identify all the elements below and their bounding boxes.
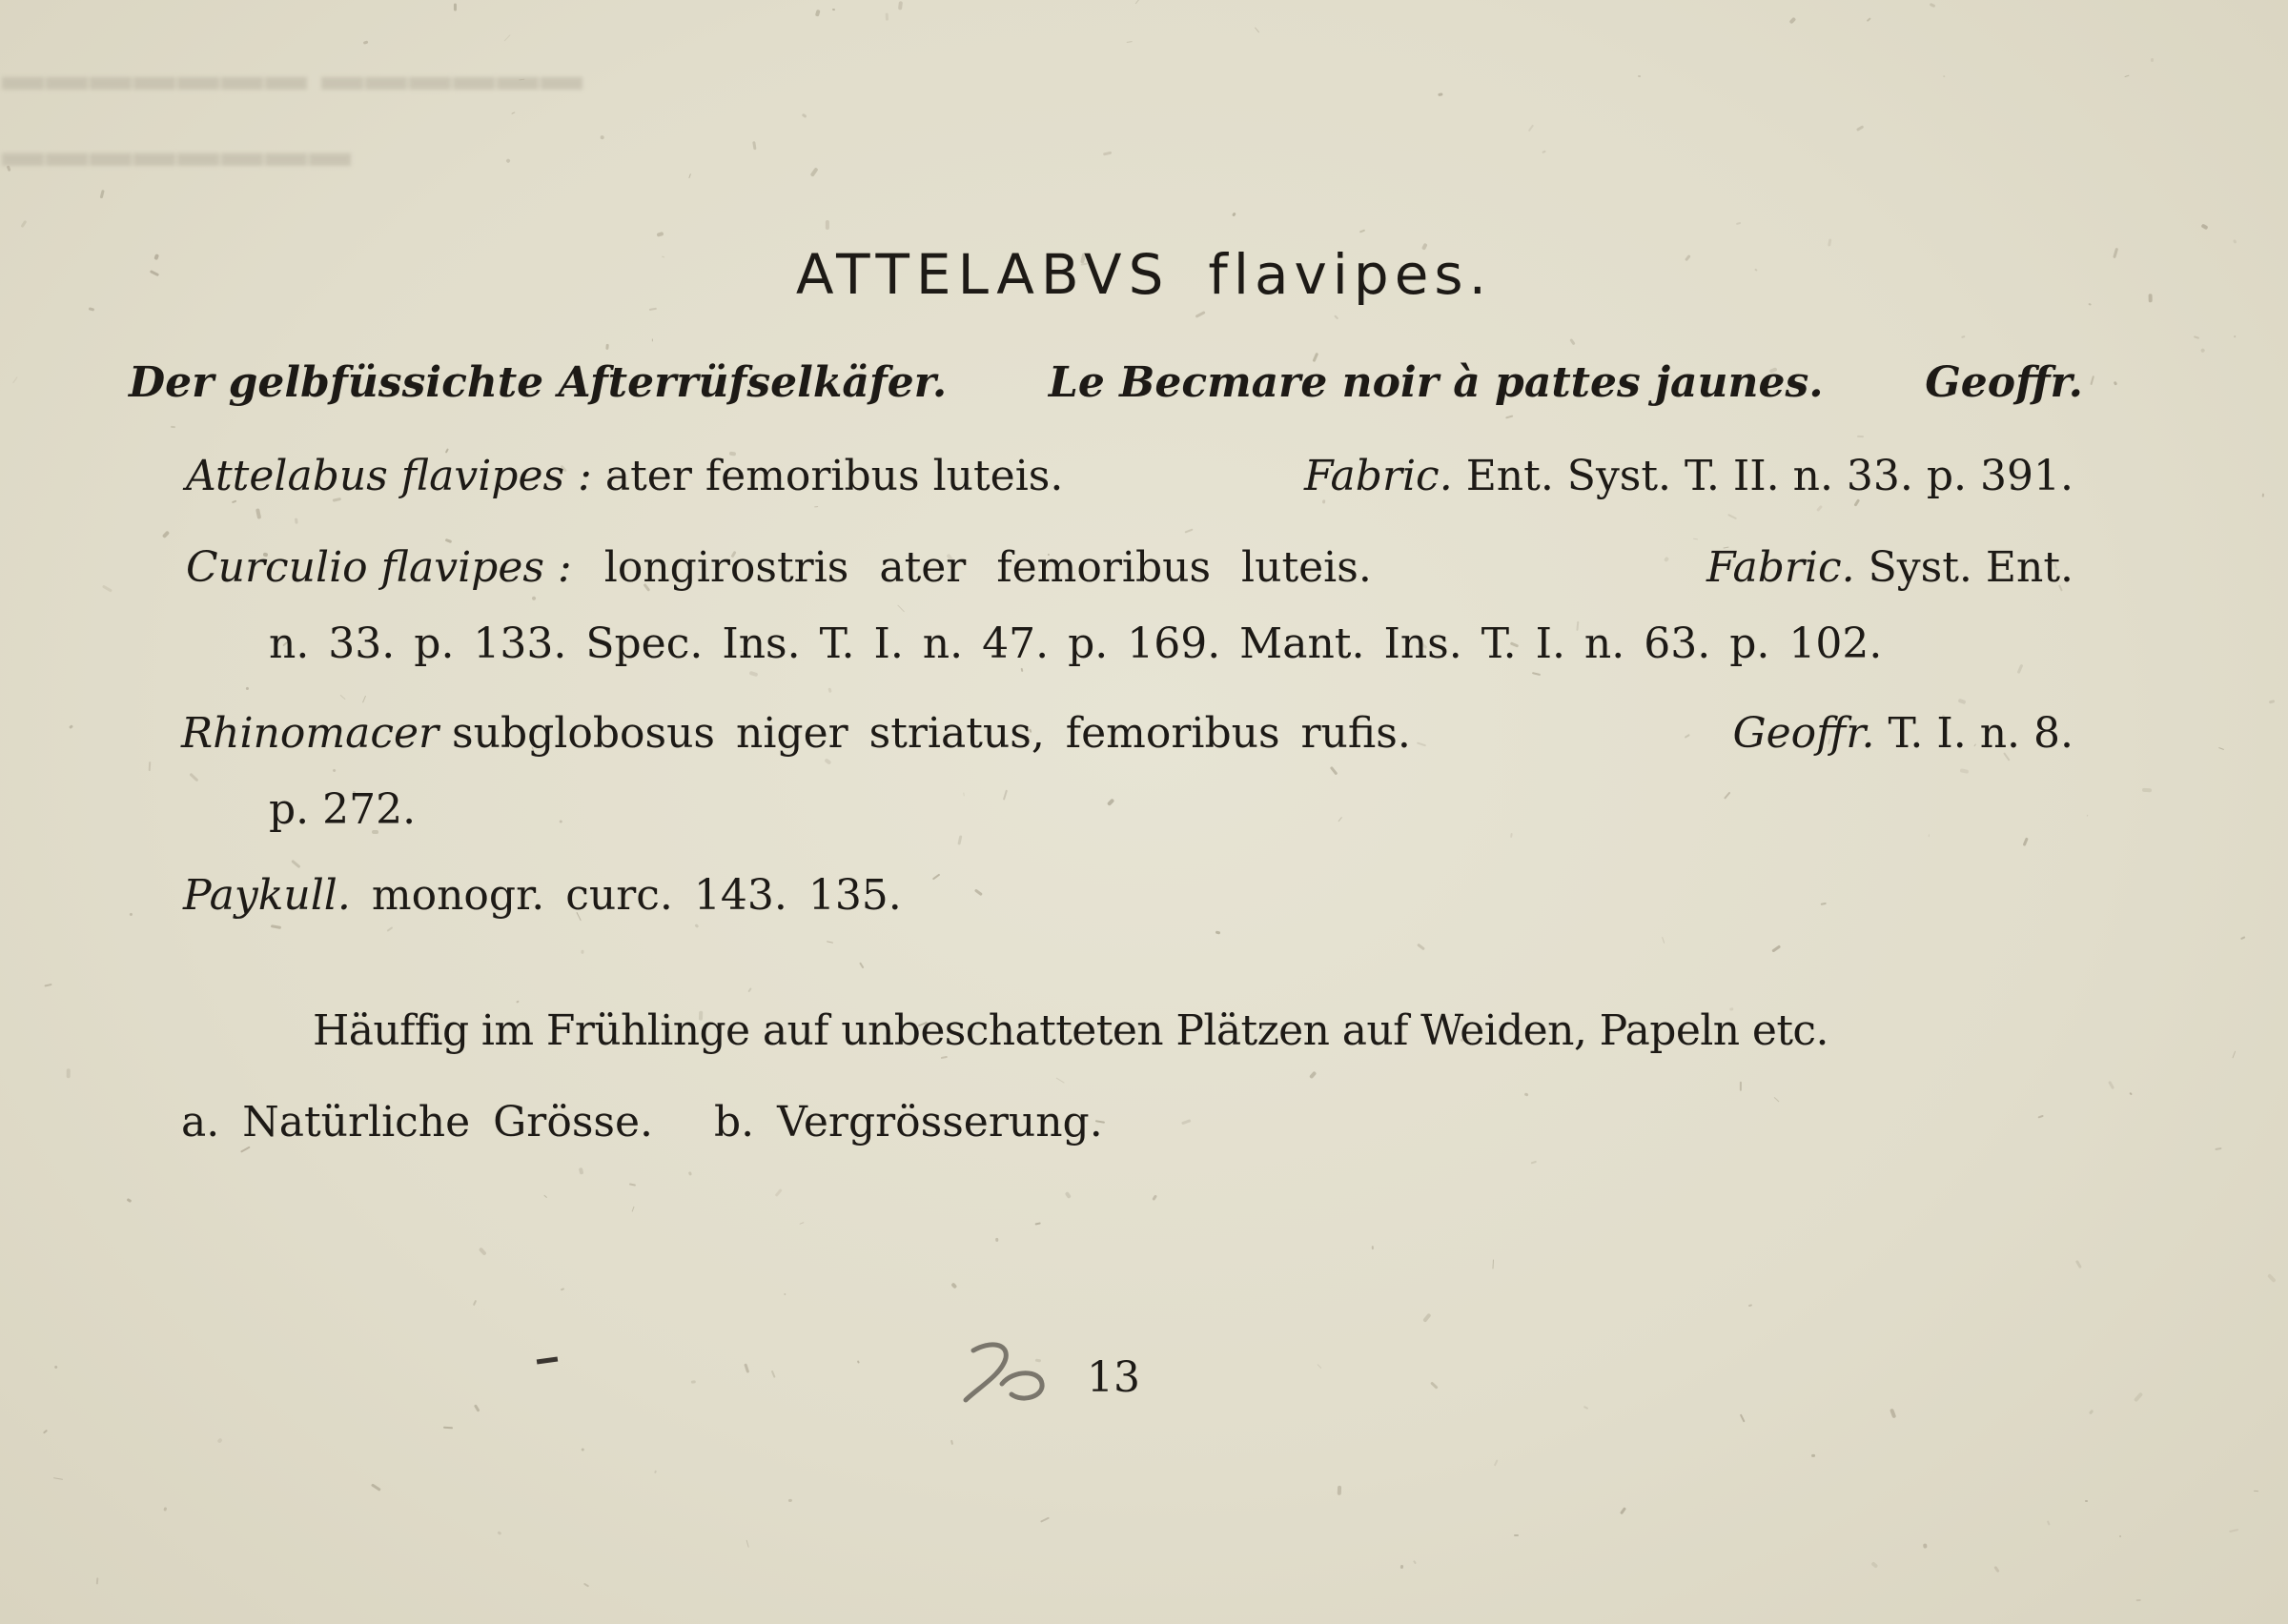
paper-speck <box>657 232 664 237</box>
paper-speck <box>1748 1304 1752 1307</box>
paper-speck <box>827 941 833 944</box>
paper-speck <box>2233 335 2235 337</box>
paper-speck <box>149 762 152 772</box>
page-number: 13 <box>1087 1353 1140 1402</box>
paper-speck <box>1065 1191 1072 1199</box>
paper-speck <box>2254 1490 2258 1492</box>
paper-speck <box>1510 832 1513 837</box>
paper-speck <box>885 12 889 20</box>
paper-speck <box>295 518 298 524</box>
paper-speck <box>453 3 457 10</box>
paper-speck <box>217 1438 223 1444</box>
paper-speck <box>2023 838 2029 847</box>
reference-citation: T. I. n. 8. <box>1888 709 2074 758</box>
paper-speck <box>516 1000 520 1003</box>
paper-speck <box>689 1170 693 1175</box>
paper-speck <box>1871 1561 1878 1568</box>
paper-speck <box>1771 944 1781 952</box>
paper-speck <box>1055 1078 1064 1084</box>
paper-speck <box>582 950 584 954</box>
paper-speck <box>579 1167 583 1175</box>
paper-speck <box>1422 1312 1431 1322</box>
paper-speck <box>67 1068 71 1078</box>
synonym-description: ater femoribus luteis. <box>604 452 1064 500</box>
paper-speck <box>2119 1535 2122 1538</box>
paper-speck <box>2268 1273 2277 1283</box>
paper-speck <box>1958 699 1967 705</box>
paper-speck <box>1309 1071 1317 1080</box>
paper-speck <box>1811 1454 1815 1457</box>
paper-speck <box>748 671 758 677</box>
paper-speck <box>45 984 52 986</box>
paper-speck <box>582 1449 584 1451</box>
paper-speck <box>950 1282 957 1289</box>
paper-speck <box>245 686 249 689</box>
paper-speck <box>1924 1544 1929 1549</box>
paper-speck <box>1890 1408 1897 1417</box>
paper-speck <box>1103 152 1112 156</box>
page-title <box>0 241 2288 308</box>
paper-speck <box>2085 1500 2088 1502</box>
french-name-author: Geoffr. <box>1925 358 2083 407</box>
paper-speck <box>995 1238 998 1242</box>
paper-speck <box>189 773 198 782</box>
synonym-name: Curculio flavipes : <box>186 543 572 592</box>
paper-speck <box>1789 17 1796 25</box>
paper-speck <box>898 604 906 612</box>
paper-speck <box>1329 765 1338 775</box>
paper-speck <box>1317 1364 1321 1369</box>
paper-speck <box>1528 124 1534 132</box>
paper-speck <box>1152 1194 1157 1201</box>
paper-speck <box>43 1430 48 1434</box>
paper-speck <box>1372 1246 1374 1249</box>
paper-speck <box>2086 814 2089 817</box>
paper-speck <box>2129 1091 2133 1095</box>
paper-speck <box>89 308 95 312</box>
paper-speck <box>826 220 829 230</box>
paper-speck <box>1531 672 1540 676</box>
paper-speck <box>1523 1092 1528 1097</box>
paper-speck <box>809 168 818 178</box>
paper-speck <box>605 344 609 350</box>
title-species: flavipes. <box>1208 242 1493 307</box>
paper-speck <box>1740 1082 1742 1091</box>
paper-speck <box>473 1404 480 1412</box>
reference-author: Fabric. <box>1706 543 1855 592</box>
paper-speck <box>1035 1222 1041 1225</box>
paper-speck <box>1514 1534 1519 1536</box>
legend-natural-size: a. Natürliche Grösse. <box>181 1098 653 1147</box>
paper-speck <box>832 8 835 10</box>
reference-citation: Syst. Ent. <box>1868 543 2074 592</box>
paper-speck <box>2200 348 2205 353</box>
paper-speck <box>332 769 336 773</box>
paper-speck <box>1620 1507 1625 1514</box>
paper-speck <box>1724 792 1730 800</box>
paper-speck <box>814 506 818 508</box>
paper-speck <box>270 924 280 929</box>
paper-speck <box>54 1365 59 1370</box>
paper-speck <box>1040 1517 1050 1523</box>
synonym-entry-continuation: p. 272. <box>269 785 417 834</box>
paper-speck <box>1929 3 1935 8</box>
paper-speck <box>163 1507 167 1512</box>
paper-speck <box>1929 835 1930 838</box>
reference-author: Fabric. <box>1304 452 1453 500</box>
paper-speck <box>858 962 864 969</box>
synonym-entry <box>186 450 2074 503</box>
paper-speck <box>2089 1410 2094 1415</box>
paper-speck <box>2135 1599 2140 1601</box>
paper-speck <box>1542 150 1546 152</box>
paper-speck <box>1492 1260 1494 1269</box>
paper-speck <box>1959 768 1968 774</box>
paper-speck <box>964 792 966 796</box>
paper-speck <box>2046 1520 2050 1526</box>
paper-speck <box>543 1194 547 1198</box>
paper-speck <box>784 1293 786 1295</box>
paper-speck <box>799 1222 804 1225</box>
paper-speck <box>2269 700 2276 703</box>
paper-speck <box>815 10 821 17</box>
paper-speck <box>950 1440 952 1445</box>
paper-speck <box>631 1207 634 1212</box>
synonym-description: longirostris ater femoribus luteis. <box>603 543 1372 592</box>
paper-speck <box>802 113 807 119</box>
paper-speck <box>362 695 366 702</box>
synonym-entry <box>186 541 2074 595</box>
paper-speck <box>2114 381 2117 386</box>
paper-speck <box>1338 817 1342 822</box>
paper-speck <box>2108 1081 2114 1089</box>
paper-speck <box>1334 315 1339 321</box>
paper-speck <box>1505 415 1514 419</box>
paper-speck <box>651 339 652 342</box>
paper-speck <box>1400 1564 1403 1568</box>
paper-speck <box>1417 943 1425 950</box>
habitat-text: Häuffig im Frühlinge auf unbeschatteten Plätzen auf Weiden, Papeln etc. <box>313 1006 1828 1055</box>
paper-speck <box>1774 1097 1780 1102</box>
paper-speck <box>771 1370 776 1379</box>
paper-speck <box>583 1583 589 1588</box>
paper-speck <box>828 687 832 693</box>
paper-speck <box>1583 1406 1588 1410</box>
paper-speck <box>898 1 903 10</box>
paper-speck <box>1106 799 1113 806</box>
paper-speck <box>1727 514 1737 519</box>
paper-speck <box>386 926 393 932</box>
paper-speck <box>53 1478 63 1481</box>
paper-speck <box>371 1483 380 1491</box>
paper-speck <box>1693 538 1698 540</box>
paper-speck <box>857 1361 860 1364</box>
stray-ink-mark <box>537 1356 558 1364</box>
paper-speck <box>691 1380 696 1383</box>
paper-speck <box>1638 75 1641 78</box>
synonym-name: Attelabus flavipes : <box>186 452 592 500</box>
paper-speck <box>2215 1147 2222 1150</box>
legend-magnification: b. Vergrösserung. <box>714 1098 1103 1147</box>
paper-speck <box>654 1471 657 1474</box>
synonym-entry <box>181 707 2074 761</box>
paper-speck <box>2229 1528 2238 1532</box>
paper-speck <box>1662 937 1665 944</box>
paper-speck <box>2232 1050 2236 1058</box>
paper-speck <box>1127 41 1133 43</box>
paper-speck <box>1531 1161 1537 1164</box>
paper-speck <box>1569 338 1575 345</box>
paper-speck <box>932 874 940 881</box>
paper-speck <box>2091 376 2094 385</box>
paper-speck <box>2150 58 2153 62</box>
paper-speck <box>788 1499 792 1502</box>
paper-speck <box>1338 1486 1341 1495</box>
paper-speck <box>1135 0 1141 4</box>
paper-speck <box>2200 224 2208 231</box>
synonym-description: subglobosus niger striatus, femoribus rufis. <box>452 709 1411 758</box>
paper-speck <box>340 694 346 700</box>
paper-speck <box>1195 311 1206 318</box>
paper-speck <box>753 141 757 150</box>
paper-speck <box>1232 212 1236 216</box>
paper-speck <box>497 1531 500 1534</box>
paper-speck <box>531 596 537 601</box>
paper-speck <box>744 1363 749 1373</box>
handwritten-pencil-mark <box>956 1331 1052 1408</box>
figure-legend <box>181 1096 1103 1149</box>
paper-speck <box>1413 1560 1417 1564</box>
paper-speck <box>1868 17 1872 21</box>
paper-speck <box>21 219 28 227</box>
paper-speck <box>1856 125 1865 132</box>
paper-speck <box>746 1540 749 1548</box>
synonym-name: Rhinomacer <box>181 709 439 758</box>
paper-speck <box>957 835 962 844</box>
paper-speck <box>1740 1413 1746 1422</box>
paper-speck <box>12 376 17 383</box>
paper-speck <box>102 584 112 592</box>
paper-speck <box>291 860 300 868</box>
paper-speck <box>561 1288 564 1290</box>
reference-author: Geoffr. <box>1732 709 1875 758</box>
paper-speck <box>1003 789 1008 800</box>
paper-speck <box>129 912 133 916</box>
paper-speck <box>2218 747 2224 750</box>
synonym-description: monogr. curc. 143. 135. <box>371 871 902 920</box>
paper-speck <box>2263 494 2265 497</box>
paper-speck <box>775 1188 783 1197</box>
paper-speck <box>1816 505 1823 512</box>
paper-speck <box>162 530 170 538</box>
paper-speck <box>2038 1115 2044 1118</box>
paper-speck <box>1736 221 1742 225</box>
paper-speck <box>472 1300 476 1306</box>
paper-speck <box>1961 336 1966 339</box>
paper-speck <box>1216 931 1220 935</box>
paper-speck <box>747 988 751 993</box>
paper-speck <box>68 724 73 729</box>
paper-speck <box>171 426 175 428</box>
paper-speck <box>1857 435 1864 436</box>
paper-speck <box>695 924 700 927</box>
paper-speck <box>975 889 984 897</box>
paper-speck <box>479 1247 486 1255</box>
paper-speck <box>1494 1460 1498 1467</box>
paper-speck <box>1943 75 1946 77</box>
paper-speck <box>126 1198 132 1203</box>
paper-speck <box>688 173 691 178</box>
synonym-name: Paykull. <box>183 871 351 920</box>
paper-speck <box>1359 230 1365 233</box>
paper-speck <box>1181 1120 1192 1126</box>
french-name: Le Becmare noir à pattes jaunes. <box>1048 358 1824 407</box>
paper-speck <box>1438 93 1443 97</box>
paper-speck <box>1431 1382 1439 1390</box>
bleed-through-decoration: ▬▬▬▬▬▬ ▬▬▬▬▬▬▬ ▬▬▬▬▬▬▬▬ <box>0 52 582 175</box>
paper-speck <box>2194 335 2199 339</box>
paper-speck <box>2124 74 2130 77</box>
german-name: Der gelbfüssichte Afterrüfselkäfer. <box>129 358 948 407</box>
paper-speck <box>560 820 563 823</box>
paper-speck <box>2240 936 2246 940</box>
paper-speck <box>2075 1259 2082 1268</box>
vernacular-names-line <box>129 356 2083 410</box>
paper-speck <box>100 190 105 198</box>
paper-speck <box>256 508 262 518</box>
paper-speck <box>1255 27 1259 32</box>
paper-speck <box>2142 788 2152 792</box>
synonym-entry <box>183 869 902 923</box>
title-genus: ATTELABVS <box>795 242 1171 307</box>
paper-speck <box>96 1578 98 1585</box>
paper-speck <box>1994 1566 2000 1573</box>
synonym-entry-continuation: n. 33. p. 133. Spec. Ins. T. I. n. 47. p. 169. Mant. Ins. T. I. n. 63. p. 102. <box>269 619 1883 668</box>
reference-citation: Ent. Syst. T. II. n. 33. p. 391. <box>1465 452 2074 500</box>
paper-speck <box>629 1184 636 1187</box>
paper-speck <box>1185 529 1194 534</box>
paper-speck <box>443 1427 453 1430</box>
paper-speck <box>1820 902 1826 904</box>
paper-speck <box>2134 1392 2143 1402</box>
